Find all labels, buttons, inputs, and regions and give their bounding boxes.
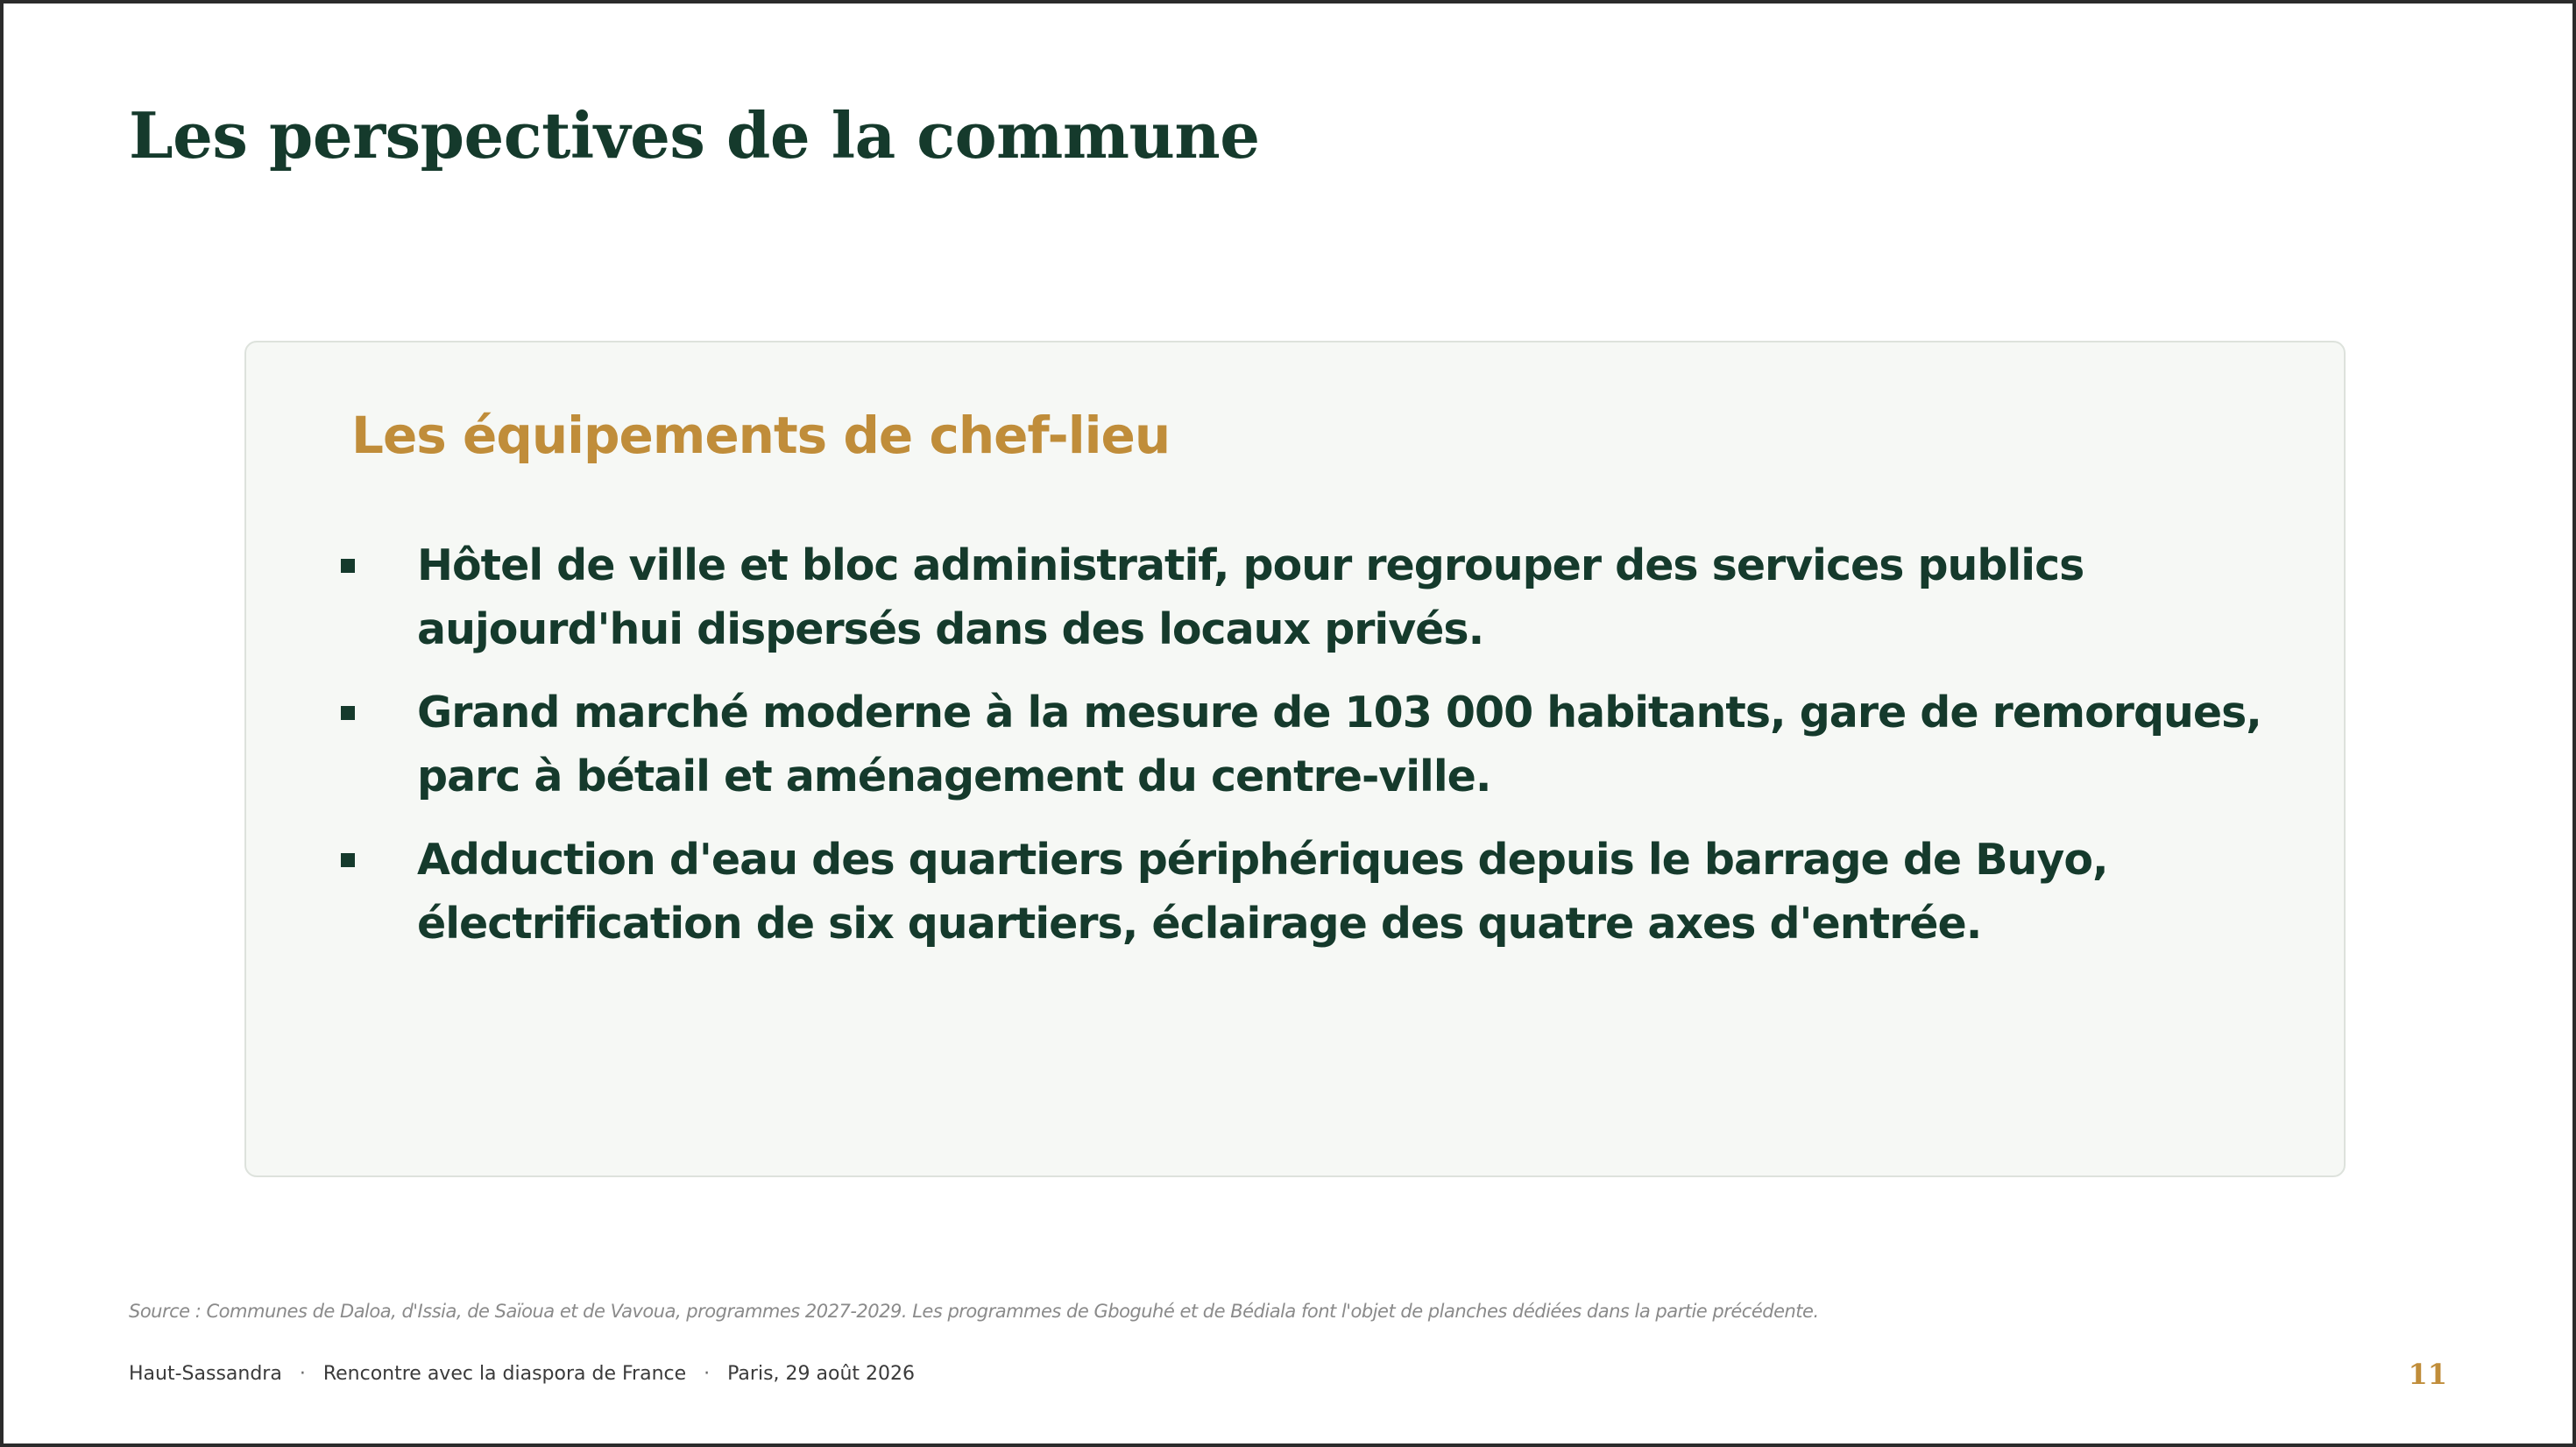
bullet-line: aujourd'hui dispersés dans des locaux privés. xyxy=(417,604,1484,654)
bullet-item-town-hall xyxy=(341,533,2268,661)
footer-event: Rencontre avec la diaspora de France xyxy=(322,1363,687,1385)
footer xyxy=(129,1363,915,1385)
source-note: Source : Communes de Daloa, d'Issia, de Saïoua et de Vavoua, programmes 2027-2029. Les programmes de Gboguhé et de Bédiala font l'objet de planches dédiées dans la partie précédente. xyxy=(129,1301,1819,1322)
page-number: 11 xyxy=(2408,1358,2447,1391)
footer-separator: · xyxy=(704,1363,711,1385)
card-heading: Les équipements de chef-lieu xyxy=(351,406,1171,465)
footer-separator: · xyxy=(299,1363,306,1385)
bullet-line: électrification de six quartiers, éclairage des quatre axes d'entrée. xyxy=(417,899,1982,949)
bullet-line: Adduction d'eau des quartiers périphériques depuis le barrage de Buyo, xyxy=(417,835,2108,885)
bullet-line: Grand marché moderne à la mesure de 103 000 habitants, gare de remorques, xyxy=(417,688,2261,738)
bullet-item-water-electricity xyxy=(341,828,2268,956)
square-bullet-icon xyxy=(341,533,367,597)
bullet-list xyxy=(341,533,2268,975)
content-card xyxy=(244,341,2346,1177)
slide-title: Les perspectives de la commune xyxy=(129,98,1260,173)
bullet-line: parc à bétail et aménagement du centre-ville. xyxy=(417,752,1491,801)
footer-region: Haut-Sassandra xyxy=(129,1363,282,1385)
square-bullet-icon xyxy=(341,681,367,745)
footer-place-date: Paris, 29 août 2026 xyxy=(727,1363,916,1385)
bullet-line: Hôtel de ville et bloc administratif, pour regrouper des services publics xyxy=(417,540,2084,590)
bullet-item-market xyxy=(341,681,2268,808)
square-bullet-icon xyxy=(341,828,367,892)
